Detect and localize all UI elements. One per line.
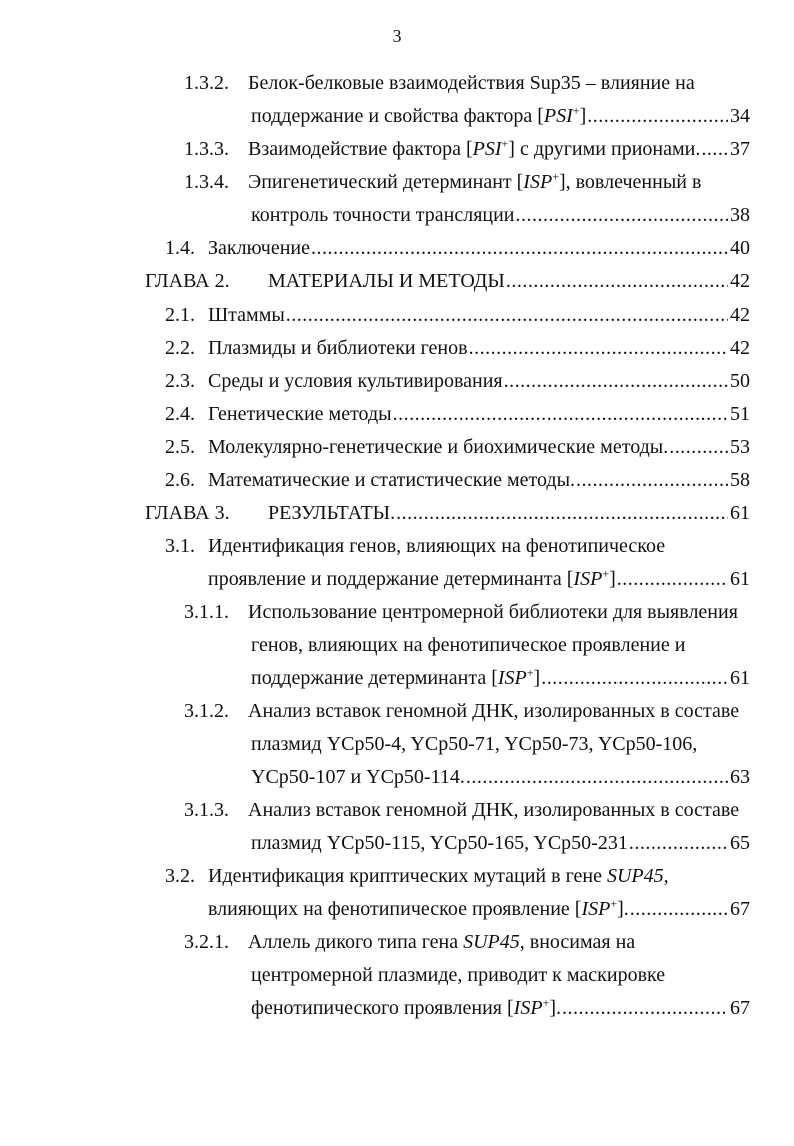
- toc-dot-leader: [669, 431, 728, 464]
- toc-number: 3.2.1.: [184, 931, 229, 953]
- toc-line: [251, 199, 750, 232]
- toc-line: [184, 596, 750, 629]
- toc-line: [165, 860, 750, 893]
- toc-text: Генетические методы: [208, 403, 392, 425]
- toc-page: 65: [730, 832, 750, 854]
- toc-number: 3.1.: [165, 535, 195, 557]
- toc-page: 40: [730, 237, 750, 259]
- toc-line: [251, 761, 750, 794]
- toc-dot-leader: [629, 827, 728, 860]
- toc-dot-leader: [562, 992, 728, 1025]
- toc-dot-leader: [311, 232, 728, 265]
- toc-line: [184, 67, 750, 100]
- toc-text: МАТЕРИАЛЫ И МЕТОДЫ: [268, 270, 505, 292]
- toc-page: 67: [730, 898, 750, 920]
- toc-number: 1.3.3.: [184, 138, 229, 160]
- toc-line: [184, 926, 750, 959]
- toc-text: Идентификация генов, влияющих на фенотипическое: [208, 535, 666, 557]
- toc-number: 2.5.: [165, 436, 195, 458]
- toc-text: Взаимодействие фактора [PSI+] с другими прионами.: [248, 136, 701, 160]
- toc-text: поддержание детерминанта [ISP+]: [251, 665, 541, 689]
- toc-text: плазмид YCp50-4, YCp50-71, YCp50-73, YCp50-106,: [251, 733, 698, 755]
- toc-line: [165, 398, 750, 431]
- toc-number: 2.1.: [165, 304, 195, 326]
- toc-line: [251, 629, 750, 662]
- toc-page: 42: [730, 304, 750, 326]
- toc-line: [184, 695, 750, 728]
- toc-line: [251, 662, 750, 695]
- toc-number: 3.2.: [165, 865, 195, 887]
- toc-text: Анализ вставок геномной ДНК, изолированных в составе: [248, 799, 740, 821]
- toc-number: 2.2.: [165, 337, 195, 359]
- toc-line: [251, 959, 750, 992]
- toc-text: Белок-белковые взаимодействия Sup35 – влияние на: [248, 72, 695, 94]
- toc-page: 67: [730, 997, 750, 1019]
- toc-dot-leader: [587, 100, 728, 133]
- toc-text: генов, влияющих на фенотипическое проявление и: [251, 634, 686, 656]
- toc-line: [145, 265, 750, 298]
- toc-dot-leader: [617, 563, 728, 596]
- toc-number: 3.1.1.: [184, 601, 229, 623]
- toc-page: 34: [730, 105, 750, 127]
- toc-line: [184, 166, 750, 199]
- toc-dot-leader: [393, 398, 728, 431]
- toc-line: [251, 827, 750, 860]
- toc-dot-leader: [469, 332, 728, 365]
- toc-text: YCp50-107 и YCp50-114.: [251, 766, 465, 788]
- toc-text: центромерной плазмиде, приводит к маскировке: [251, 964, 666, 986]
- toc-text: Среды и условия культивирования: [208, 370, 503, 392]
- page-number: 3: [392, 26, 402, 46]
- toc-line: [184, 133, 750, 166]
- toc-line: [165, 365, 750, 398]
- toc-text: Математические и статистические методы.: [208, 469, 576, 491]
- toc-text: Анализ вставок геномной ДНК, изолированных в составе: [248, 700, 740, 722]
- toc-dot-leader: [504, 365, 728, 398]
- toc-text: контроль точности трансляции: [251, 204, 515, 226]
- toc-dot-leader: [506, 265, 728, 298]
- toc-dot-leader: [630, 893, 728, 926]
- toc-number: 2.3.: [165, 370, 195, 392]
- toc-number: 1.4.: [165, 237, 195, 259]
- toc-dot-leader: [576, 464, 728, 497]
- toc-text: Молекулярно-генетические и биохимические методы.: [208, 436, 669, 458]
- toc-page: 61: [730, 502, 750, 524]
- toc-line: [165, 530, 750, 563]
- toc-text: проявление и поддержание детерминанта [ISP+]: [208, 566, 616, 590]
- toc-number: 3.1.3.: [184, 799, 229, 821]
- toc-dot-leader: [516, 199, 729, 232]
- toc-text: Штаммы: [208, 304, 285, 326]
- toc-page: 50: [730, 370, 750, 392]
- toc-text: влияющих на фенотипическое проявление [ISP+].: [208, 896, 629, 920]
- toc-page: 53: [730, 436, 750, 458]
- toc-text: плазмид YCp50-115, YCp50-165, YCp50-231: [251, 832, 628, 854]
- toc-text: Плазмиды и библиотеки генов: [208, 337, 468, 359]
- toc-text: Использование центромерной библиотеки для выявления: [248, 601, 738, 623]
- toc-number: 1.3.4.: [184, 171, 229, 193]
- toc-number: 2.4.: [165, 403, 195, 425]
- toc-dot-leader: [701, 133, 728, 166]
- toc-page: 63: [730, 766, 750, 788]
- toc-dot-leader: [396, 497, 728, 530]
- toc-number: 3.1.2.: [184, 700, 229, 722]
- toc-line: [145, 497, 750, 530]
- toc-dot-leader: [286, 299, 728, 332]
- toc-line: [208, 563, 750, 596]
- toc-text: Аллель дикого типа гена SUP45, вносимая на: [248, 931, 636, 953]
- toc-page: 51: [730, 403, 750, 425]
- toc-text: Заключение: [208, 237, 310, 259]
- toc-text: поддержание и свойства фактора [PSI+]: [251, 103, 587, 127]
- toc-text: Идентификация криптических мутаций в гене SUP45,: [208, 865, 669, 887]
- toc-text: фенотипического проявления [ISP+].: [251, 995, 562, 1019]
- toc-dot-leader: [466, 761, 728, 794]
- toc-page: 58: [730, 469, 750, 491]
- toc-line: [184, 794, 750, 827]
- toc-line: [165, 431, 750, 464]
- toc-line: [165, 332, 750, 365]
- toc-line: [251, 992, 750, 1025]
- toc-number: ГЛАВА 3.: [145, 502, 230, 524]
- toc-page: 61: [730, 667, 750, 689]
- toc-text: РЕЗУЛЬТАТЫ.: [268, 502, 396, 524]
- toc-line: [165, 299, 750, 332]
- toc-line: [165, 232, 750, 265]
- toc-number: 1.3.2.: [184, 72, 229, 94]
- toc-dot-leader: [541, 662, 728, 695]
- toc-page: 42: [730, 270, 750, 292]
- toc-line: [165, 464, 750, 497]
- toc-line: [251, 728, 750, 761]
- toc-line: [251, 100, 750, 133]
- toc-page: 61: [730, 568, 750, 590]
- toc-page: 38: [730, 204, 750, 226]
- toc-page: 37: [730, 138, 750, 160]
- toc-text: Эпигенетический детерминант [ISP+], вовлеченный в: [248, 169, 702, 193]
- toc-number: ГЛАВА 2.: [145, 270, 230, 292]
- toc-number: 2.6.: [165, 469, 195, 491]
- toc-line: [208, 893, 750, 926]
- toc-page: 42: [730, 337, 750, 359]
